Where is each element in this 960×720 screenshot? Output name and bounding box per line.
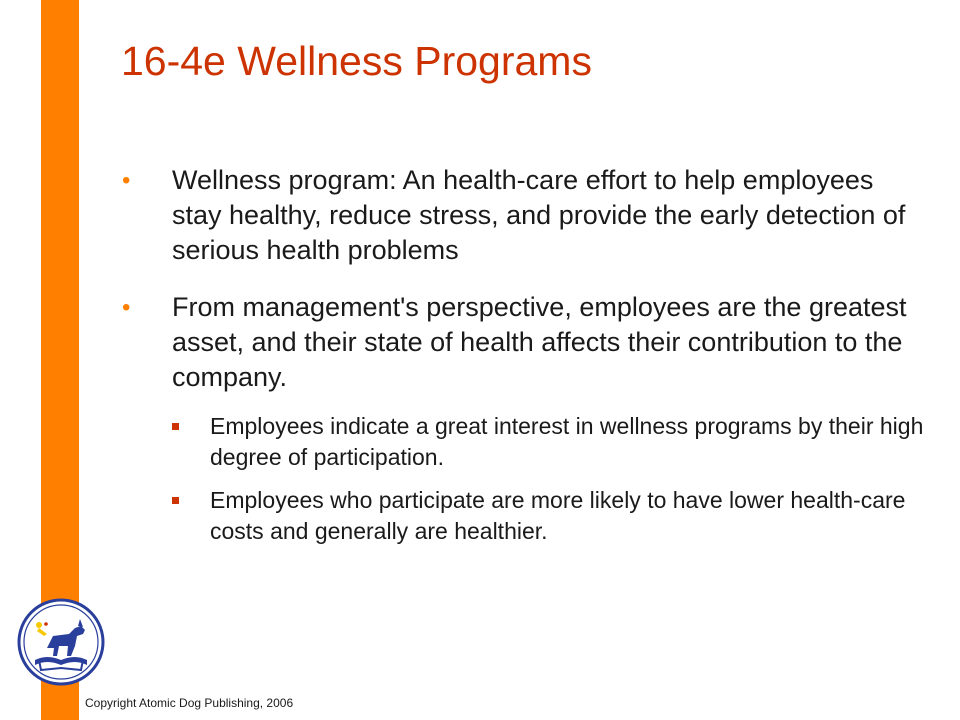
sub-bullet-text: Employees indicate a great interest in wellness programs by their high degree of participation. [210,413,924,470]
bullet-list [118,163,928,547]
slide-title: 16-4e Wellness Programs [121,38,592,84]
bullet-marker: • [122,294,131,321]
bullet-marker: • [122,167,131,194]
copyright-footer: Copyright Atomic Dog Publishing, 2006 [85,696,294,710]
sub-bullet-item [172,411,928,473]
sub-bullet-list [172,411,928,547]
square-bullet-icon [172,497,179,504]
atomic-dog-logo-icon [17,598,105,686]
sub-bullet-item [172,485,928,547]
bullet-item [118,163,928,268]
atomic-dog-logo-svg [17,598,105,686]
sub-bullet-text: Employees who participate are more likely to have lower health-care costs and generally are healthier. [210,487,906,544]
bullet-text: From management's perspective, employees are the greatest asset, and their state of health affects their contribution to the company. [172,292,907,392]
bullet-text: Wellness program: An health-care effort to help employees stay healthy, reduce stress, and provide the early detection of serious health problems [172,165,906,265]
bullet-item [118,290,928,547]
square-bullet-icon [172,423,179,430]
